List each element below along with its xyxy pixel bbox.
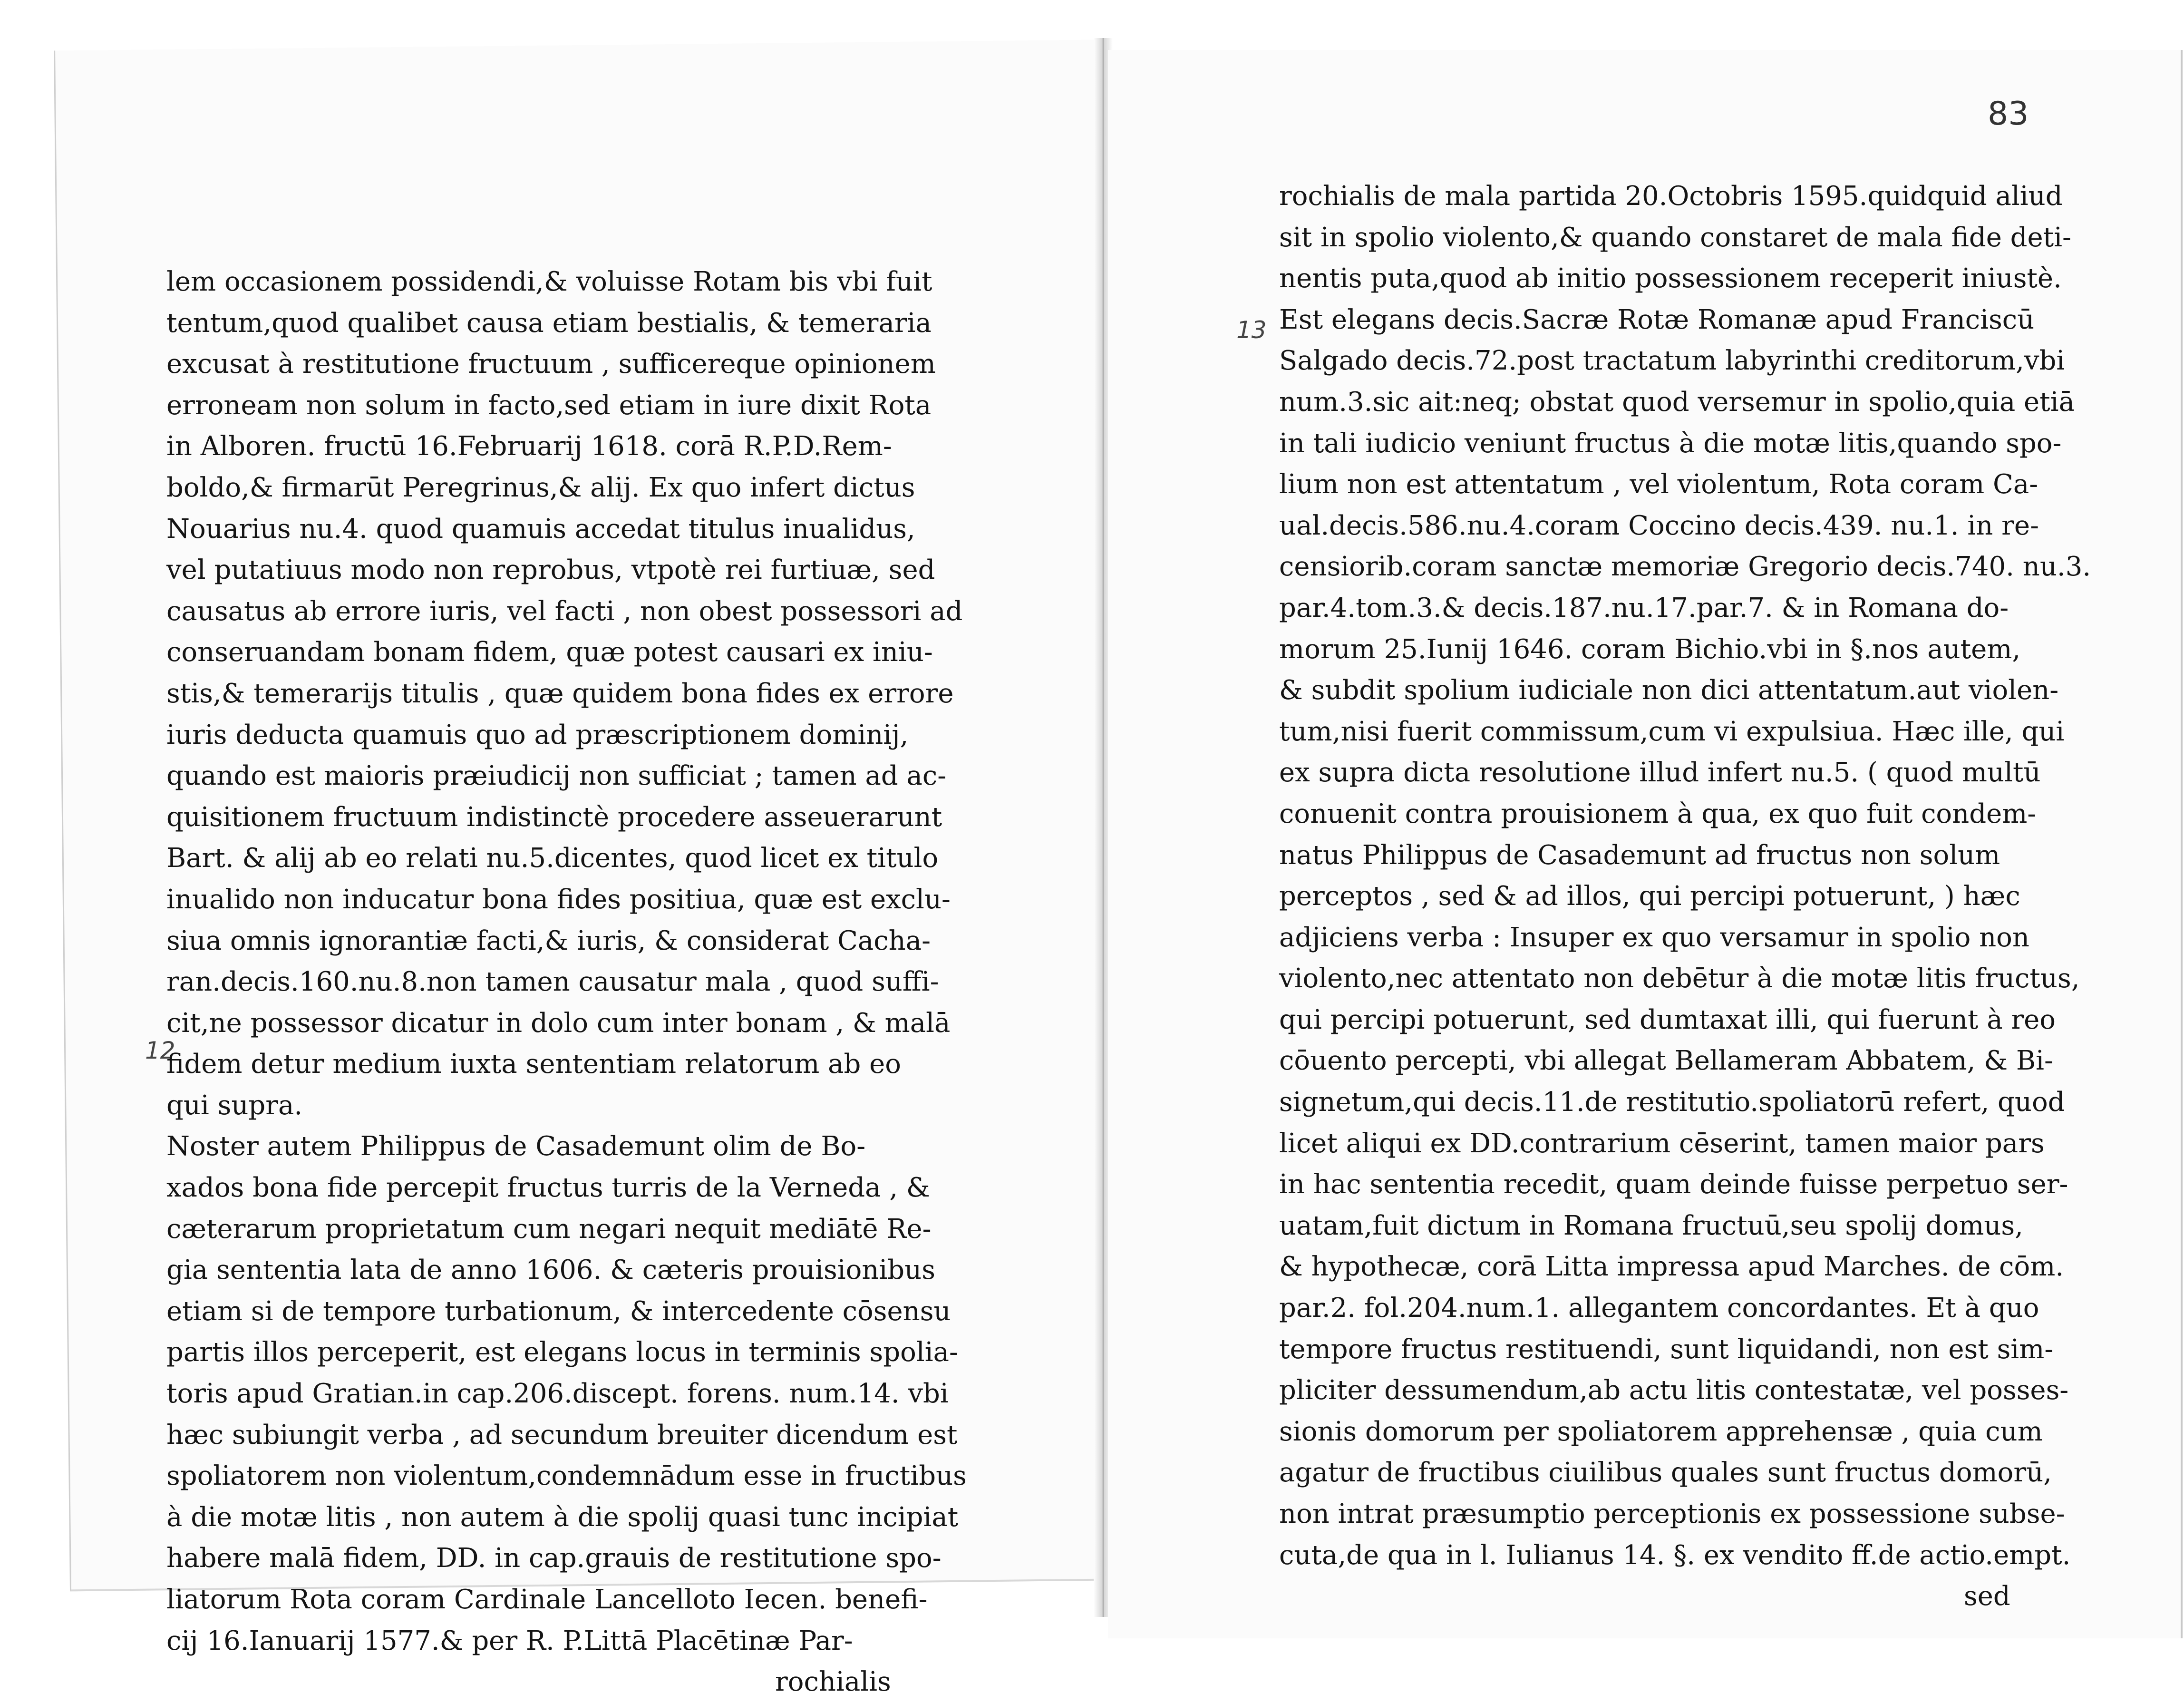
text-line: ex supra dicta resolutione illud infert nu.5. ( quod multū — [1279, 757, 2041, 788]
text-line: siua omnis ignorantiæ facti,& iuris, & considerat Cacha- — [166, 925, 931, 956]
text-line: Bart. & alij ab eo relati nu.5.dicentes, quod licet ex titulo — [166, 843, 939, 874]
text-line: vel putatiuus modo non reprobus, vtpotè rei furtiuæ, sed — [166, 555, 935, 586]
text-line: cij 16.Ianuarij 1577.& per R. P.Littā Placētinæ Par- — [166, 1625, 853, 1656]
text-line: cōuento percepti, vbi allegat Bellameram Abbatem, & Bi- — [1279, 1045, 2053, 1077]
text-line: causatus ab errore iuris, vel facti , non obest possessori ad — [166, 595, 963, 627]
text-line: non intrat præsumptio perceptionis ex possessione subse- — [1279, 1499, 2065, 1529]
left-page-text — [166, 262, 967, 1703]
text-line: lem occasionem possidendi,& voluisse Rotam bis vbi fuit — [166, 266, 932, 297]
text-line: par.2. fol.204.num.1. allegantem concordantes. Et à quo — [1279, 1293, 2039, 1324]
text-line: iuris deducta quamuis quo ad præscriptionem dominij, — [166, 719, 909, 750]
text-line: morum 25.Iunij 1646. coram Bichio.vbi in §.nos autem, — [1279, 633, 2021, 665]
text-line: Salgado decis.72.post tractatum labyrinthi creditorum,vbi — [1279, 345, 2065, 377]
text-line: in Alboren. fructū 16.Februarij 1618. corā R.P.D.Rem- — [166, 431, 892, 462]
catchword: sed — [1964, 1581, 2010, 1612]
text-line: sit in spolio violento,& quando constaret de mala fide deti- — [1279, 222, 2071, 253]
text-line: excusat à restitutione fructuum , sufficereque opinionem — [166, 349, 936, 380]
text-line: in tali iudicio veniunt fructus à die motæ litis,quando spo- — [1279, 428, 2062, 459]
text-line: gia sententia lata de anno 1606. & cæteris prouisionibus — [166, 1255, 935, 1286]
text-line: Noster autem Philippus de Casademunt olim de Bo- — [166, 1131, 866, 1162]
text-line: in hac sententia recedit, quam deinde fuisse perpetuo ser- — [1279, 1169, 2068, 1200]
text-line: stis,& temerarijs titulis , quæ quidem bona fides ex errore — [166, 678, 954, 709]
text-line: fidem detur medium iuxta sententiam relatorum ab eo — [166, 1049, 902, 1080]
text-line: lium non est attentatum , vel violentum, Rota coram Ca- — [1279, 469, 2038, 500]
text-line: signetum,qui decis.11.de restitutio.spoliatorū refert, quod — [1279, 1087, 2065, 1118]
text-line: nentis puta,quod ab initio possessionem receperit iniustè. — [1279, 263, 2062, 294]
text-line: boldo,& firmarūt Peregrinus,& alij. Ex quo infert dictus — [166, 472, 915, 503]
text-line: Est elegans decis.Sacræ Rotæ Romanæ apud Franciscū — [1279, 304, 2035, 335]
right-page-text — [1279, 176, 2091, 1617]
text-line: conseruandam bonam fidem, quæ potest causari ex iniu- — [166, 637, 933, 668]
folio-number: 83 — [1988, 95, 2029, 133]
text-line: inualido non inducatur bona fides positiua, quæ est exclu- — [166, 884, 951, 915]
text-line: erroneam non solum in facto,sed etiam in iure dixit Rota — [166, 389, 932, 421]
right-margin-note: 13 — [1236, 316, 1267, 344]
text-line: tentum,quod qualibet causa etiam bestialis, & temeraria — [166, 307, 932, 339]
text-line: rochialis de mala partida 20.Octobris 1595.quidquid aliud — [1279, 181, 2063, 212]
text-line: cæterarum proprietatum cum negari nequit mediātē Re- — [166, 1213, 932, 1245]
text-line: sionis domorum per spoliatorem apprehensæ , quia cum — [1279, 1416, 2043, 1447]
text-line: qui supra. — [166, 1090, 303, 1121]
text-line: cit,ne possessor dicatur in dolo cum inter bonam , & malā — [166, 1007, 951, 1039]
text-line: & subdit spolium iudiciale non dici attentatum.aut violen- — [1279, 675, 2059, 706]
text-line: agatur de fructibus ciuilibus quales sunt fructus domorū, — [1279, 1457, 2052, 1489]
text-line: quando est maioris præiudicij non sufficiat ; tamen ad ac- — [166, 760, 947, 792]
text-line: à die motæ litis , non autem à die spolij quasi tunc incipiat — [166, 1501, 959, 1533]
text-line: violento,nec attentato non debētur à die motæ litis fructus, — [1279, 963, 2080, 994]
text-line: liatorum Rota coram Cardinale Lancelloto Iecen. benefi- — [166, 1584, 928, 1615]
text-line: & hypothecæ, corā Litta impressa apud Marches. de cōm. — [1279, 1251, 2064, 1283]
text-line: uatam,fuit dictum in Romana fructuū,seu spolij domus, — [1279, 1210, 2023, 1241]
text-line: spoliatorem non violentum,condemnādum esse in fructibus — [166, 1460, 967, 1492]
text-line: par.4.tom.3.& decis.187.nu.17.par.7. & in Romana do- — [1279, 592, 2009, 623]
catchword: rochialis — [775, 1666, 891, 1698]
text-line: ran.decis.160.nu.8.non tamen causatur mala , quod suffi- — [166, 966, 939, 998]
left-margin-note: 12 — [145, 1037, 175, 1064]
text-line: Nouarius nu.4. quod quamuis accedat titulus inualidus, — [166, 513, 915, 545]
text-line: perceptos , sed & ad illos, qui percipi potuerunt, ) hæc — [1279, 881, 2020, 912]
text-line: natus Philippus de Casademunt ad fructus non solum — [1279, 839, 2000, 871]
text-line: hæc subiungit verba , ad secundum breuiter dicendum est — [166, 1419, 958, 1450]
text-line: censiorib.coram sanctæ memoriæ Gregorio decis.740. nu.3. — [1279, 551, 2091, 583]
text-line: partis illos perceperit, est elegans locus in terminis spolia- — [166, 1337, 958, 1368]
text-line: licet aliqui ex DD.contrarium cēserint, tamen maior pars — [1279, 1128, 2045, 1159]
text-line: num.3.sic ait:neq; obstat quod versemur in spolio,quia etiā — [1279, 386, 2075, 418]
text-line: cuta,de qua in l. Iulianus 14. §. ex vendito ff.de actio.empt. — [1279, 1539, 2071, 1571]
text-line: xados bona fide percepit fructus turris de la Verneda , & — [166, 1172, 930, 1204]
text-line: tum,nisi fuerit commissum,cum vi expulsiua. Hæc ille, qui — [1279, 716, 2065, 747]
text-line: tempore fructus restituendi, sunt liquidandi, non est sim- — [1279, 1333, 2054, 1365]
text-line: conuenit contra prouisionem à qua, ex quo fuit condem- — [1279, 798, 2037, 829]
text-line: pliciter dessumendum,ab actu litis contestatæ, vel posses- — [1279, 1375, 2069, 1406]
text-line: qui percipi potuerunt, sed dumtaxat illi, qui fuerunt à reo — [1279, 1004, 2056, 1035]
text-line: adjiciens verba : Insuper ex quo versamur in spolio non — [1279, 922, 2029, 953]
text-line: ual.decis.586.nu.4.coram Coccino decis.439. nu.1. in re- — [1279, 510, 2039, 541]
text-line: habere malā fidem, DD. in cap.grauis de restitutione spo- — [166, 1543, 942, 1574]
text-line: etiam si de tempore turbationum, & intercedente cōsensu — [166, 1295, 951, 1327]
text-line: quisitionem fructuum indistinctè procedere asseuerarunt — [166, 801, 942, 833]
text-line: toris apud Gratian.in cap.206.discept. forens. num.14. vbi — [166, 1378, 949, 1410]
